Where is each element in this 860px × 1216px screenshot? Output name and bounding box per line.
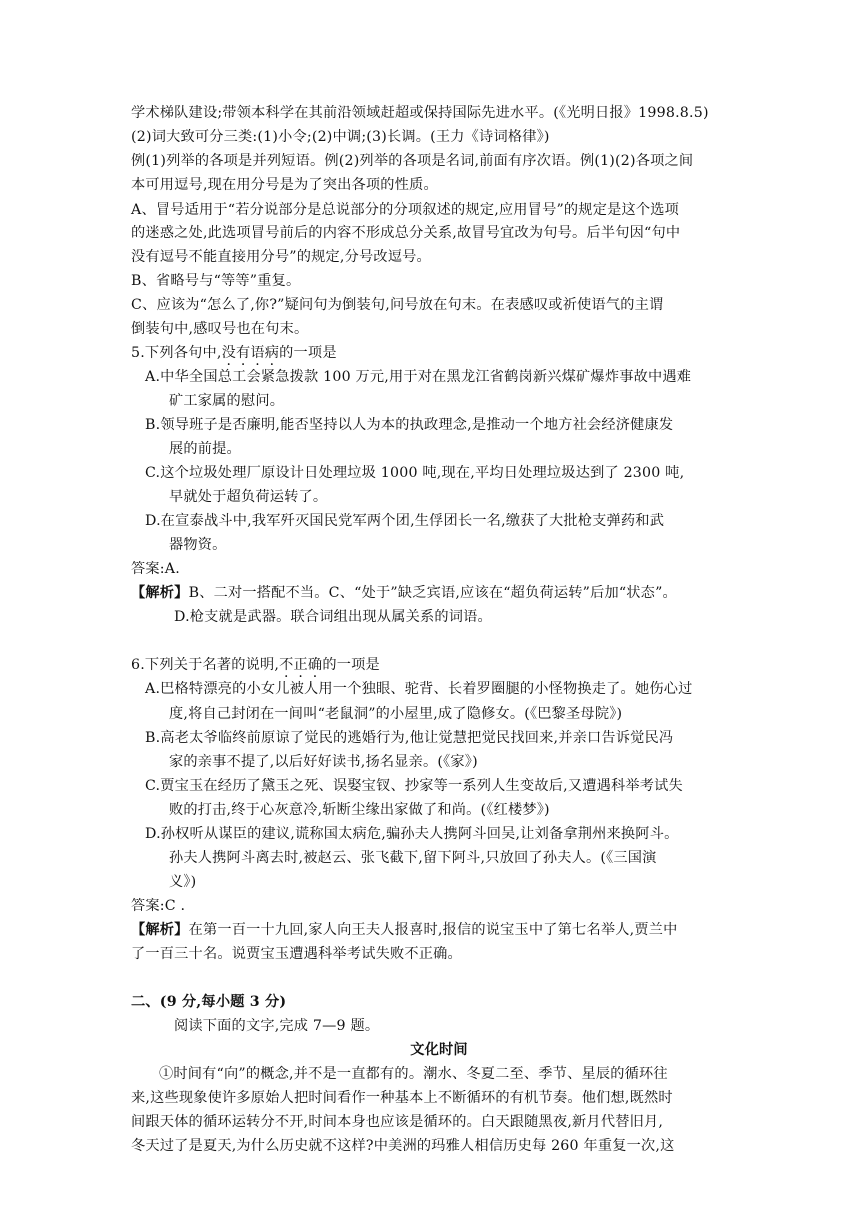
article-paragraph-line: 间跟天体的循环运转分不开,时间本身也应该是循环的。白天跟随黑夜,新月代替旧月, bbox=[131, 1114, 664, 1130]
emphasis-char: 不 bbox=[279, 657, 294, 673]
q5-option-c: C.这个垃圾处理厂原设计日处理垃圾 1000 吨,现在,平均日处理垃圾达到了 2300 吨, bbox=[145, 465, 685, 481]
text-line: 的迷惑之处,此选项冒号前后的内容不形成总分关系,故冒号宜改为句号。后半句因“句中 bbox=[131, 225, 681, 241]
text-line: A、冒号适用于“若分说部分是总说部分的分项叙述的规定,应用冒号”的规定是这个选项 bbox=[131, 202, 680, 218]
q5-option-a-cont: 矿工家属的慰问。 bbox=[169, 393, 285, 409]
q5-analysis bbox=[131, 582, 677, 604]
article-paragraph-line: 冬天过了是夏天,为什么历史就不这样?中美洲的玛雅人相信历史每 260 年重复一次,这 bbox=[131, 1138, 675, 1154]
analysis-tag: 【解析】 bbox=[131, 585, 189, 601]
q6-option-d-cont: 义》) bbox=[169, 874, 197, 890]
analysis-tag: 【解析】 bbox=[131, 922, 189, 938]
q5-option-b: B.领导班子是否廉明,能否坚持以人为本的执政理念,是推动一个地方社会经济健康发 bbox=[145, 417, 674, 433]
q5-answer: 答案:A. bbox=[131, 561, 180, 577]
q6-option-c-cont: 败的打击,终于心灰意冷,斩断尘缘出家做了和尚。(《红楼梦》) bbox=[169, 802, 550, 818]
text-line: B、省略号与“等等”重复。 bbox=[131, 273, 301, 289]
q6-analysis bbox=[131, 919, 677, 941]
emphasis-char: 有 bbox=[235, 345, 251, 361]
question-5-suffix: 的一项是 bbox=[279, 345, 337, 361]
question-6-prefix: 6.下列关于名著的说明, bbox=[131, 657, 280, 673]
question-6-stem bbox=[131, 654, 380, 676]
question-6-suffix: 的一项是 bbox=[322, 657, 380, 673]
q5-option-d: D.在宣泰战斗中,我军歼灭国民党军两个团,生俘团长一名,缴获了大批枪支弹药和武 bbox=[145, 513, 665, 529]
article-paragraph-line: 来,这些现象使许多原始人把时间看作一种基本上不断循环的有机节奏。他们想,既然时 bbox=[131, 1090, 673, 1106]
q6-option-a: A.巴格特漂亮的小女儿被人用一个独眼、驼背、长着罗圈腿的小怪物换走了。她伤心过 bbox=[145, 681, 693, 697]
q6-option-a-cont: 度,将自己封闭在一间叫“老鼠洞”的小屋里,成了隐修女。(《巴黎圣母院》) bbox=[169, 706, 623, 722]
q6-analysis-cont: 了一百三十名。说贾宝玉遭遇科举考试失败不正确。 bbox=[131, 946, 462, 962]
emphasis-char: 没 bbox=[221, 345, 236, 361]
q5-option-c-cont: 早就处于超负荷运转了。 bbox=[169, 489, 328, 505]
text-line: C、应该为“怎么了,你?”疑问句为倒装句,问号放在句末。在表感叹或祈使语气的主谓 bbox=[131, 297, 664, 313]
article-paragraph-line: ①时间有“向”的概念,并不是一直都有的。潮水、冬夏二至、季节、星辰的循环往 bbox=[159, 1066, 668, 1082]
analysis-text: 在第一百一十九回,家人向王夫人报喜时,报信的说宝玉中了第七名举人,贾兰中 bbox=[188, 922, 678, 938]
article-title: 文化时间 bbox=[410, 1042, 468, 1058]
q5-option-a: A.中华全国总工会紧急拨款 100 万元,用于对在黑龙江省鹤岗新兴煤矿爆炸事故中遇难 bbox=[145, 369, 692, 385]
section-heading: 二、(9 分,每小题 3 分) bbox=[131, 994, 287, 1010]
emphasis-char: 确 bbox=[307, 657, 323, 673]
q6-answer: 答案:C . bbox=[131, 898, 186, 914]
q6-option-b: B.高老太爷临终前原谅了觉民的逃婚行为,他让觉慧把觉民找回来,并亲口告诉觉民冯 bbox=[145, 730, 674, 746]
text-line: 学术梯队建设;带领本科学在其前沿领域赶超或保持国际先进水平。(《光明日报》1998.8.5) bbox=[131, 105, 709, 121]
text-line: 没有逗号不能直接用分号”的规定,分号改逗号。 bbox=[131, 249, 431, 265]
text-line: 例(1)列举的各项是并列短语。例(2)列举的各项是名词,前面有序次语。例(1)(2)各项之间 bbox=[131, 153, 694, 169]
q6-option-b-cont: 家的亲事不提了,以后好好读书,扬名显亲。(《家》) bbox=[169, 754, 478, 770]
q6-option-d-cont: 孙夫人携阿斗离去时,被赵云、张飞截下,留下阿斗,只放回了孙夫人。(《三国演 bbox=[169, 850, 657, 866]
q6-option-d: D.孙权听从谋臣的建议,谎称国太病危,骗孙夫人携阿斗回吴,让刘备拿荆州来换阿斗。 bbox=[145, 826, 679, 842]
question-5-prefix: 5.下列各句中, bbox=[131, 345, 222, 361]
text-line: (2)词大致可分三类:(1)小令;(2)中调;(3)长调。(王力《诗词格律》) bbox=[131, 129, 550, 145]
question-5-stem bbox=[131, 342, 337, 364]
q5-analysis-cont: D.枪支就是武器。联合词组出现从属关系的词语。 bbox=[174, 609, 492, 625]
emphasis-char: 正 bbox=[293, 657, 308, 673]
text-line: 倒装句中,感叹号也在句末。 bbox=[131, 321, 309, 337]
emphasis-char: 病 bbox=[264, 345, 280, 361]
emphasis-char: 语 bbox=[250, 345, 265, 361]
analysis-text: B、二对一搭配不当。C、“处于”缺乏宾语,应该在“超负荷运转”后加“状态”。 bbox=[188, 585, 677, 601]
q5-option-b-cont: 展的前提。 bbox=[169, 441, 241, 457]
section-instruction: 阅读下面的文字,完成 7—9 题。 bbox=[174, 1018, 380, 1034]
q6-option-c: C.贾宝玉在经历了黛玉之死、误娶宝钗、抄家等一系列人生变故后,又遭遇科举考试失 bbox=[145, 778, 683, 794]
text-line: 本可用逗号,现在用分号是为了突出各项的性质。 bbox=[131, 177, 438, 193]
q5-option-d-cont: 器物资。 bbox=[169, 537, 227, 553]
